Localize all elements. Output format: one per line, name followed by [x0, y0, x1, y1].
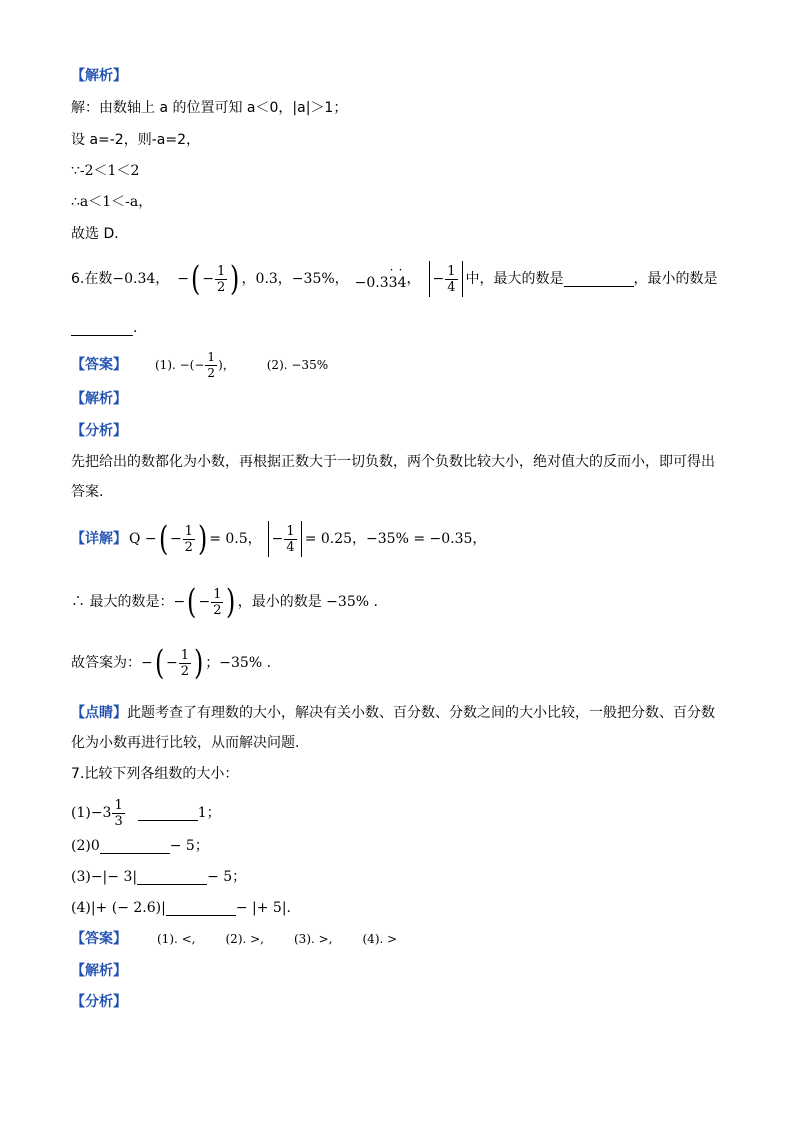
key-point-text: 此题考查了有理数的大小，解决有关小数、百分数、分数之间的大小比较，一般把分数、百分数: [127, 705, 715, 721]
solution-line: [71, 224, 128, 244]
left-paren: (: [187, 582, 197, 622]
fraction-half: [183, 524, 195, 555]
key-point: [71, 733, 299, 753]
fraction-third: [112, 798, 124, 829]
abs-bar-left: [268, 521, 269, 557]
item-lead: (3)−|− 3|: [71, 869, 138, 885]
abs-bar-left: [429, 261, 430, 297]
item-tail: − 5；: [207, 869, 247, 885]
answer-part: (4). >: [362, 932, 398, 946]
analysis-text: [71, 482, 103, 502]
tag-text: 【答案】: [71, 357, 127, 373]
fraction-quarter: [445, 264, 457, 295]
item-lead: (1)−3: [71, 805, 112, 821]
key-point-text: 化为小数再进行比较，从而解决问题.: [71, 735, 300, 751]
minus-sign: −: [432, 271, 445, 287]
solution-text: ∴a＜1＜-a，: [71, 194, 153, 210]
denominator: 2: [217, 279, 226, 295]
question-text: ，最小的数是: [633, 271, 718, 287]
numerator: 1: [447, 263, 456, 279]
math-lead: ∴ 最大的数是：−: [71, 594, 186, 610]
numerator: 1: [184, 523, 193, 539]
math-lead: Q −: [129, 531, 157, 547]
fraction-half: [215, 264, 227, 295]
numerator: 1: [180, 647, 190, 663]
final-answer-line: [71, 644, 271, 682]
solution-line: [71, 192, 152, 212]
left-paren: (: [158, 519, 168, 559]
fraction-half: [211, 587, 223, 618]
denominator: 2: [184, 539, 193, 555]
right-paren: ): [230, 259, 240, 299]
answer-6: [71, 348, 328, 382]
left-paren: (: [154, 643, 165, 683]
tag-text: 【详解】: [71, 531, 127, 547]
abs-bar-right: [301, 521, 302, 557]
right-paren: ): [194, 643, 204, 683]
decimal-main: −0.3: [354, 275, 389, 291]
tag-text: 【点睛】: [71, 705, 127, 721]
denominator: 2: [213, 602, 222, 618]
question-6-continued: [71, 318, 137, 338]
repeat-digit: · 3: [389, 273, 398, 293]
max-min-line: [71, 583, 378, 621]
fraction-half: [179, 648, 191, 679]
math-tail: ；−35% .: [205, 655, 272, 671]
section-tag-fenxi: [71, 992, 127, 1012]
section-tag-jiexi: [71, 389, 127, 409]
solution-line: [71, 161, 139, 181]
denominator: 4: [286, 539, 295, 555]
answer-part: (3). >,: [294, 932, 333, 946]
solution-text: 解：由数轴上 a 的位置可知 a＜0，|a|＞1；: [71, 100, 348, 116]
answer-blank-max[interactable]: [564, 272, 634, 287]
answer-part-2: (2). −35%: [266, 358, 329, 372]
tag-text: 【分析】: [71, 994, 127, 1010]
comma: ，: [406, 271, 421, 287]
question-title: 7.比较下列各组数的大小：: [71, 766, 239, 782]
question-prefix: 6.在数: [71, 271, 113, 287]
denominator: 2: [207, 365, 216, 380]
tag-text: 【解析】: [71, 963, 127, 979]
number-1: −0.34，: [112, 271, 170, 287]
question-7-item-2: [71, 836, 209, 856]
minus-sign: −: [169, 531, 182, 547]
minus-sign: −: [177, 271, 189, 287]
tag-text: 【分析】: [71, 423, 127, 439]
minus-sign: −: [202, 271, 214, 287]
left-paren: (: [190, 259, 201, 299]
item-lead: (4)|+ (− 2.6)|: [71, 900, 166, 916]
question-text: 中，最大的数是: [465, 271, 564, 287]
section-tag-jiexi: [71, 66, 127, 86]
answer-part: (1). <,: [157, 932, 196, 946]
numerator: 1: [207, 349, 216, 364]
question-7-item-1: [71, 796, 221, 830]
math-tail: ，最小的数是 −35% .: [237, 594, 378, 610]
solution-line: [71, 130, 200, 150]
answer-7: [71, 929, 397, 949]
tag-text: 【答案】: [71, 931, 127, 947]
answer-part-1-tail: )，: [218, 358, 235, 372]
solution-text: 故选 D．: [71, 226, 129, 242]
solution-text: ∵-2＜1＜2: [71, 163, 140, 179]
key-point: [71, 703, 715, 723]
item-tail: − 5；: [169, 838, 209, 854]
numerator: 1: [217, 263, 226, 279]
answer-blank[interactable]: [137, 870, 207, 885]
question-6: [71, 260, 718, 298]
right-paren: ): [226, 582, 236, 622]
tag-text: 【解析】: [71, 391, 127, 407]
abs-bar-right: [462, 261, 463, 297]
denominator: 4: [447, 279, 456, 295]
answer-blank[interactable]: [100, 839, 170, 854]
item-tail: − |+ 5|.: [235, 900, 291, 916]
repeating-decimal: [355, 273, 407, 293]
question-7-item-4: [71, 898, 291, 918]
analysis-text: [71, 452, 715, 472]
minus-sign: −: [271, 531, 284, 547]
answer-blank[interactable]: [166, 901, 236, 916]
solution-line: [71, 98, 347, 118]
denominator: 3: [114, 813, 123, 829]
item-lead: (2)0: [71, 838, 100, 854]
answer-part-1: (1). −(−: [155, 358, 205, 372]
equation-2: = 0.25，−35% = −0.35，: [304, 531, 487, 547]
numerator: 1: [286, 523, 295, 539]
repeat-digit: · 4: [398, 273, 407, 293]
item-tail: 1；: [197, 805, 221, 821]
equation-1: = 0.5，: [209, 531, 262, 547]
section-tag-jiexi: [71, 961, 127, 981]
minus-sign: −: [198, 594, 211, 610]
tag-text: 【解析】: [71, 68, 127, 84]
answer-blank[interactable]: [138, 806, 198, 821]
question-7-title: [71, 764, 238, 784]
numerator: 1: [114, 797, 123, 813]
fraction-half: [205, 350, 217, 381]
analysis-line: 答案.: [71, 484, 104, 500]
minus-sign: −: [166, 655, 178, 671]
period: .: [133, 320, 138, 336]
section-tag-fenxi: [71, 421, 127, 441]
detailed-solution: [71, 520, 486, 558]
solution-text: 设 a=-2，则-a=2，: [71, 132, 200, 148]
numerator: 1: [213, 586, 222, 602]
numbers-mid: ，0.3，−35%，: [241, 271, 349, 287]
analysis-line: 先把给出的数都化为小数，再根据正数大于一切负数，两个负数比较大小，绝对值大的反而小，即可得出: [71, 454, 715, 470]
denominator: 2: [180, 663, 190, 679]
math-lead: 故答案为：−: [71, 655, 153, 671]
answer-part: (2). >,: [225, 932, 264, 946]
fraction-quarter: [284, 524, 296, 555]
right-paren: ): [197, 519, 208, 559]
answer-blank-min[interactable]: [71, 321, 133, 336]
question-7-item-3: [71, 867, 246, 887]
